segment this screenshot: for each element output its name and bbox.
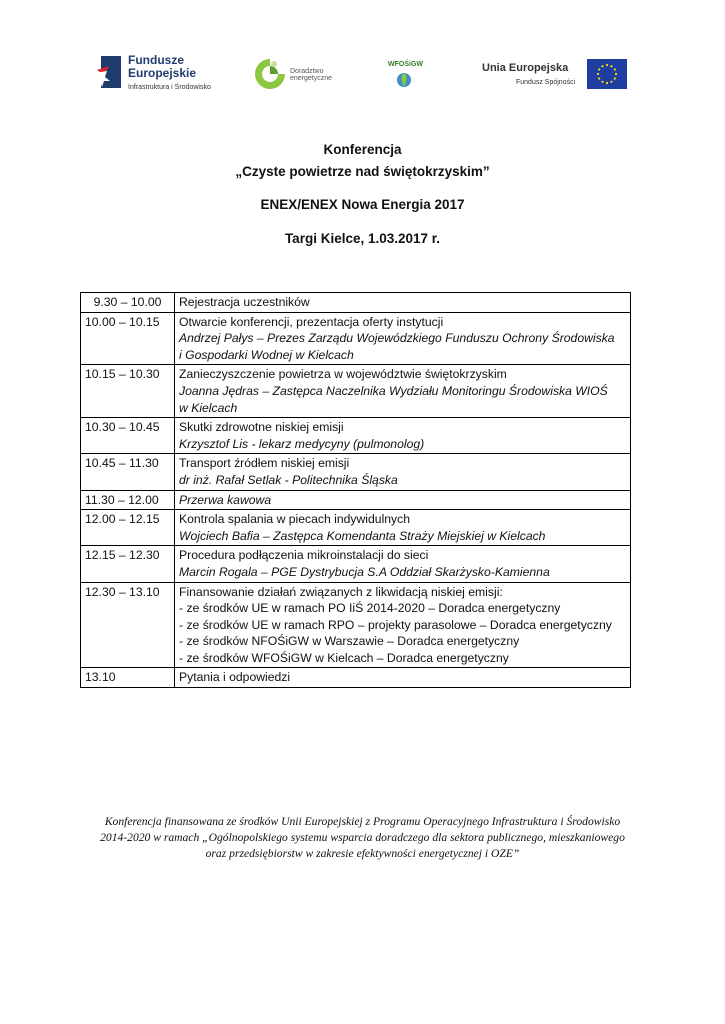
agenda-content bbox=[175, 510, 631, 546]
agenda-content bbox=[175, 546, 631, 582]
event-name: ENEX/ENEX Nowa Energia 2017 bbox=[260, 197, 465, 212]
agenda-topic: Otwarcie konferencji, prezentacja oferty instytucji bbox=[179, 314, 444, 329]
agenda-time: 12.15 – 12.30 bbox=[81, 546, 175, 582]
agenda-topic: Pytania i odpowiedzi bbox=[179, 670, 291, 685]
agenda-content bbox=[175, 293, 631, 313]
agenda-row bbox=[81, 510, 631, 546]
doradztwo-line1: Doradztwo bbox=[290, 68, 324, 75]
agenda-break: Przerwa kawowa bbox=[179, 492, 272, 507]
agenda-speaker: Andrzej Pałys – Prezes Zarządu Wojewódzkiego Funduszu Ochrony Środowiska i Gospodarki Wodnej w Kielcach bbox=[179, 331, 615, 362]
agenda-speaker: Wojciech Bafia – Zastępca Komendanta Straży Miejskiej w Kielcach bbox=[179, 528, 546, 543]
agenda-row bbox=[81, 668, 631, 688]
agenda-time: 10.00 – 10.15 bbox=[81, 312, 175, 365]
fe-line2: Europejskie bbox=[128, 66, 197, 80]
funding-note-line2: 2014-2020 w ramach „Ogólnopolskiego systemu wsparcia doradczego dla sektora publicznego, mieszkaniowego bbox=[100, 831, 625, 844]
agenda-topic: Finansowanie działań związanych z likwidacją niskiej emisji: bbox=[179, 584, 503, 599]
agenda-row bbox=[81, 312, 631, 365]
agenda-content bbox=[175, 582, 631, 668]
agenda-row bbox=[81, 293, 631, 313]
doradztwo-leaf-icon bbox=[252, 56, 288, 92]
agenda-topic: Rejestracja uczestników bbox=[179, 295, 310, 309]
agenda-time: 10.30 – 10.45 bbox=[81, 418, 175, 454]
agenda-time: 10.15 – 10.30 bbox=[81, 365, 175, 418]
fe-star-icon bbox=[95, 52, 125, 92]
agenda-time: 12.00 – 12.15 bbox=[81, 510, 175, 546]
agenda-time: 12.30 – 13.10 bbox=[81, 582, 175, 668]
agenda-speaker: Joanna Jędras – Zastępca Naczelnika Wydziału Monitoringu Środowiska WIOŚ w Kielcach bbox=[179, 383, 608, 415]
doradztwo-logo bbox=[252, 50, 342, 98]
funding-note-line3: oraz przedsiębiorstw w zakresie efektywności energetycznej i OZE” bbox=[205, 847, 520, 860]
agenda-time: 13.10 bbox=[81, 668, 175, 688]
agenda-topic: Transport źródłem niskiej emisji bbox=[179, 456, 350, 471]
agenda-subitem: - ze środków NFOŚiGW w Warszawie – Doradca energetyczny bbox=[179, 634, 520, 649]
funding-note-line1: Konferencja finansowana ze środków Unii Europejskiej z Programu Operacyjnego Infrastruktura i Środowisko bbox=[104, 815, 621, 828]
fe-line3: Infrastruktura i Środowisko bbox=[128, 84, 211, 91]
agenda-row bbox=[81, 490, 631, 510]
wfosigw-logo bbox=[384, 50, 426, 98]
conference-title: „Czyste powietrze nad świętokrzyskim” bbox=[235, 164, 490, 179]
agenda-table bbox=[80, 292, 631, 688]
ue-line1: Unia Europejska bbox=[482, 62, 569, 74]
agenda-content bbox=[175, 490, 631, 510]
doradztwo-line2: energetyczne bbox=[290, 75, 333, 83]
agenda-row bbox=[81, 582, 631, 668]
agenda-subitem: - ze środków WFOŚiGW w Kielcach – Doradca energetyczny bbox=[179, 650, 509, 665]
agenda-row bbox=[81, 454, 631, 490]
agenda-content bbox=[175, 454, 631, 490]
conference-label: Konferencja bbox=[323, 142, 402, 157]
agenda-time: 10.45 – 11.30 bbox=[81, 454, 175, 490]
agenda-topic: Skutki zdrowotne niskiej emisji bbox=[179, 420, 344, 435]
unia-europejska-logo bbox=[480, 50, 630, 98]
funding-note bbox=[60, 814, 665, 862]
agenda-topic: Zanieczyszczenie powietrza w województwie świętokrzyskim bbox=[179, 367, 507, 382]
event-venue-date: Targi Kielce, 1.03.2017 r. bbox=[284, 231, 441, 246]
agenda-content bbox=[175, 365, 631, 418]
agenda-row bbox=[81, 418, 631, 454]
agenda-time: 11.30 – 12.00 bbox=[81, 490, 175, 510]
agenda-speaker: Krzysztof Lis - lekarz medycyny (pulmonolog) bbox=[179, 436, 425, 451]
agenda-row bbox=[81, 365, 631, 418]
agenda-row bbox=[81, 546, 631, 582]
agenda-topic: Procedura podłączenia mikroinstalacji do sieci bbox=[179, 548, 429, 563]
agenda-subitem: - ze środków UE w ramach PO IiŚ 2014-2020 – Doradca energetyczny bbox=[179, 601, 561, 616]
agenda-content bbox=[175, 312, 631, 365]
agenda-time: 9.30 – 10.00 bbox=[81, 293, 175, 313]
ue-line2: Fundusz Spójności bbox=[516, 79, 576, 86]
agenda-content bbox=[175, 418, 631, 454]
fundusze-europejskie-logo bbox=[95, 50, 235, 98]
agenda-topic: Kontrola spalania w piecach indywidulnych bbox=[179, 512, 411, 527]
logo-strip bbox=[0, 50, 725, 98]
eu-flag-icon bbox=[587, 59, 627, 89]
agenda-speaker: Marcin Rogala – PGE Dystrybucja S.A Oddział Skarżysko-Kamienna bbox=[179, 564, 550, 579]
agenda-speaker: dr inż. Rafał Setlak - Politechnika Śląska bbox=[179, 472, 398, 487]
agenda-subitem: - ze środków UE w ramach RPO – projekty parasolowe – Doradca energetyczny bbox=[179, 617, 612, 632]
fe-line1: Fundusze bbox=[128, 53, 184, 67]
wfosigw-text: WFOŚiGW bbox=[388, 61, 423, 68]
agenda-content bbox=[175, 668, 631, 688]
